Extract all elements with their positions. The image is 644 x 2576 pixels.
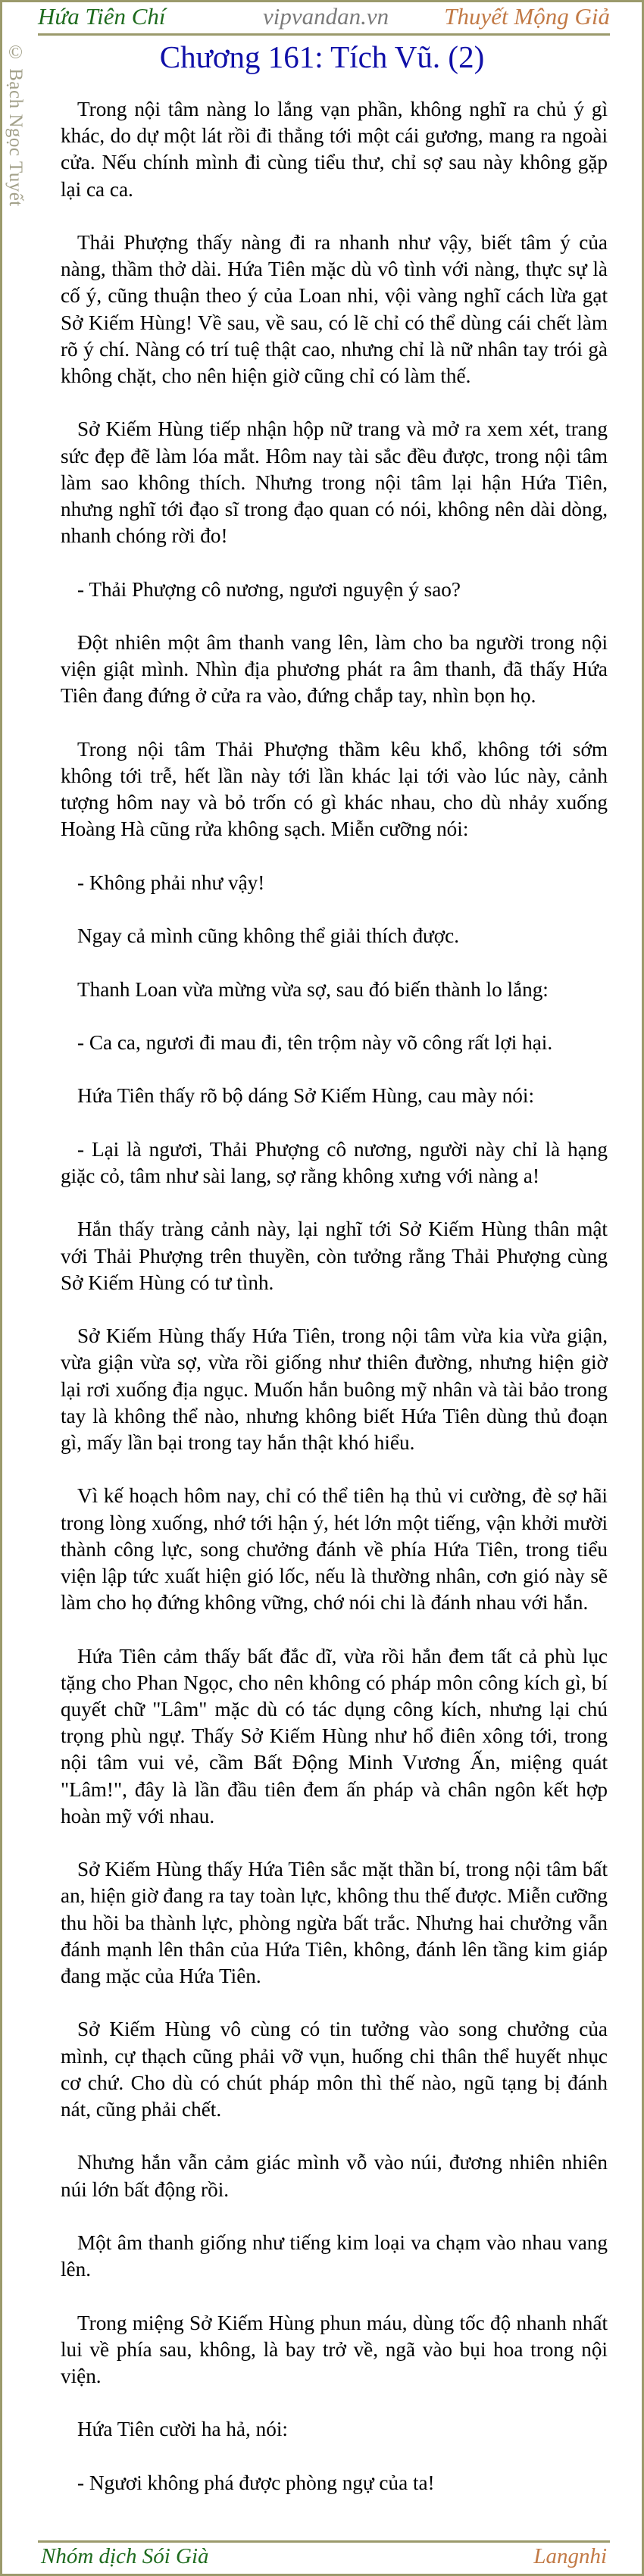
editor-name: Langnhi (533, 2544, 607, 2568)
paragraph: Một âm thanh giống như tiếng kim loại va chạm vào nhau vang lên. (61, 2231, 608, 2281)
paragraph: Hứa Tiên thấy rõ bộ dáng Sở Kiếm Hùng, cau mày nói: (77, 1084, 535, 1108)
paragraph: Trong nội tâm nàng lo lắng vạn phần, không nghĩ ra chủ ý gì khác, do dự một lát rồi đi thẳng tới một cái gương, mang ra ngoài cửa. Nếu chính mình đi cùng tiểu thư, chỉ sợ sau này không gặp lại ca ca. (61, 98, 608, 201)
paragraph: Hứa Tiên cười ha hả, nói: (77, 2418, 288, 2441)
site-name: vipvandan.vn (263, 3, 389, 30)
paragraph: Sở Kiếm Hùng vô cùng có tin tưởng vào song chưởng của mình, cự thạch cũng phải vỡ vụn, huống chi thân thể huyết nhục cơ chứ. Cho dù có chút pháp môn thì thế nào, ngũ tạng bị đánh nát, cũng phải chết. (61, 2018, 608, 2121)
paragraph: Trong miệng Sở Kiếm Hùng phun máu, dùng tốc độ nhanh nhất lui về phía sau, không, là bay trở về, ngã vào bụi hoa trong nội viện. (61, 2311, 608, 2387)
dialogue-line: - Ngươi không phá được phòng ngự của ta! (77, 2471, 435, 2494)
paragraph: Vì kế hoạch hôm nay, chỉ có thể tiên hạ thủ vi cường, đè sợ hãi trong lòng xuống, nhớ tới hận ý, hét lớn một tiếng, vận khởi mười thành công lực, song chưởng đánh về phía Hứa Tiên, trong tiểu viện lập tức xuất hiện gió lốc, nếu là thường nhân, cơn gió này sẽ làm cho họ đứng không vững, chớ nói chi là đánh nhau với hắn. (61, 1484, 608, 1615)
chapter-title: Chương 161: Tích Vũ. (2) (159, 39, 485, 74)
paragraph: Sở Kiếm Hùng thấy Hứa Tiên, trong nội tâm vừa kia vừa giận, vừa giận vừa sợ, vừa rồi giống như thiên đường, nhưng hiện giờ lại rơi xuống địa ngục. Muốn hắn buông mỹ nhân và tài bảo trong tay là không thể nào, nhưng không biết Hứa Tiên dùng thủ đoạn gì, mấy lần bại trong tay hắn thật khó hiểu. (61, 1324, 608, 1454)
header-divider (38, 33, 610, 36)
paragraph: Đột nhiên một âm thanh vang lên, làm cho ba người trong nội viện giật mình. Nhìn địa phương phát ra âm thanh, đã thấy Hứa Tiên đang đứng ở cửa ra vào, đứng chắp tay, nhìn bọn họ. (61, 631, 608, 708)
dialogue-line: - Ca ca, ngươi đi mau đi, tên trộm này võ công rất lợi hại. (77, 1030, 553, 1054)
translator-group: Nhóm dịch Sói Già (41, 2544, 209, 2568)
copyright-watermark: © Bạch Ngọc Tuyết (5, 42, 26, 207)
author-name: Thuyết Mộng Giả (444, 3, 610, 30)
paragraph: Hứa Tiên cảm thấy bất đắc dĩ, vừa rồi hắn đem tất cả phù lục tặng cho Phan Ngọc, cho nên không có pháp môn công kích gì, bí quyết chữ "Lâm" mặc dù có tác dụng công kích, nhưng lại chú trọng phù ngự. Thấy Sở Kiếm Hùng như hổ điên xông tới, trong nội tâm vui vẻ, cầm Bất Động Minh Vương Ấn, miệng quát "Lâm!", đây là lần đầu tiên đem ấn pháp và chân ngôn kết hợp hoàn mỹ với nhau. (61, 1644, 608, 1827)
paragraph: Thanh Loan vừa mừng vừa sợ, sau đó biến thành lo lắng: (77, 977, 549, 1001)
paragraph: Nhưng hắn vẫn cảm giác mình vỗ vào núi, đương nhiên nhiên núi lớn bất động rồi. (61, 2151, 608, 2201)
paragraph: Sở Kiếm Hùng tiếp nhận hộp nữ trang và mở ra xem xét, trang sức đẹp đẽ làm lóa mắt. Hôm nay tài sắc đều được, trong nội tâm làm sao không thích. Nhưng trong nội tâm lại hận Hứa Tiên, nhưng nghĩ tới đạo sĩ trong đạo quan có nói, không nên dài dòng, nhanh chóng rời đo! (61, 417, 608, 548)
dialogue-line: - Không phải như vậy! (77, 871, 265, 894)
paragraph: Hắn thấy tràng cảnh này, lại nghĩ tới Sở Kiếm Hùng thân mật với Thải Phượng trên thuyền, còn tưởng rằng Thải Phượng cùng Sở Kiếm Hùng có tư tình. (61, 1218, 608, 1294)
dialogue-line: - Lại là ngươi, Thải Phượng cô nương, người này chỉ là hạng giặc cỏ, tâm như sài lang, sợ rằng không xưng với nàng a! (61, 1137, 608, 1187)
paragraph: Ngay cả mình cũng không thể giải thích được. (77, 924, 460, 948)
dialogue-line: - Thải Phượng cô nương, ngươi nguyện ý sao? (77, 577, 461, 601)
book-title: Hứa Tiên Chí (38, 3, 166, 30)
paragraph: Thải Phượng thấy nàng đi ra nhanh như vậy, biết tâm ý của nàng, thầm thở dài. Hứa Tiên mặc dù vô tình với nàng, thực sự là cố ý, cũng thuận theo ý của Loan nhi, vội vàng nghĩ cách lừa gạt Sở Kiếm Hùng! Về sau, về sau, có lẽ chỉ có thể dùng cái chết làm rõ ý chí. Nàng có trí tuệ thật cao, nhưng chỉ là nữ nhân tay trói gà không chặt, cho nên hiện giờ cũng chỉ có làm thế. (61, 231, 608, 388)
paragraph: Sở Kiếm Hùng thấy Hứa Tiên sắc mặt thần bí, trong nội tâm bất an, hiện giờ đang ra tay toàn lực, không thu thế được. Miễn cưỡng thu hồi ba thành lực, phòng ngừa bất trắc. Nhưng hai chưởng vẫn đánh mạnh lên thân của Hứa Tiên, không, đánh lên tầng kim giáp đang mặc của Hứa Tiên. (61, 1858, 608, 1987)
paragraph: Trong nội tâm Thải Phượng thầm kêu khổ, không tới sớm không tới trễ, hết lần này tới lần khác lại tới vào lúc này, cảnh tượng hôm nay và bỏ trốn có gì khác nhau, cho dù nhảy xuống Hoàng Hà cũng rửa không sạch. Miễn cưỡng nói: (61, 737, 608, 841)
chapter-body (61, 96, 608, 2523)
page-footer (38, 2544, 610, 2571)
footer-divider (38, 2540, 610, 2543)
page-header (38, 3, 610, 33)
